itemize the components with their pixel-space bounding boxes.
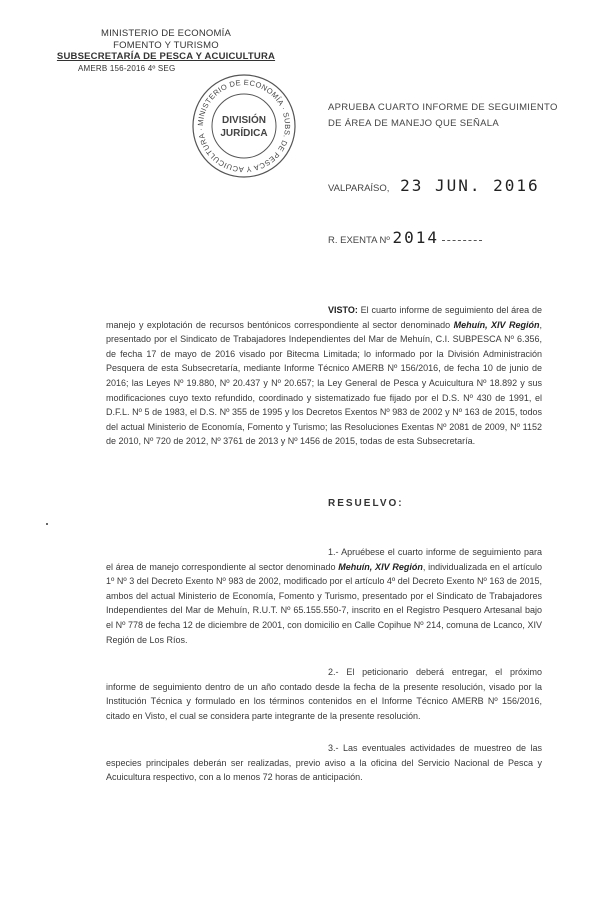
exenta-label: R. EXENTA Nº [328, 235, 390, 246]
document-title: APRUEBA CUARTO INFORME DE SEGUIMIENTO DE ÁREA DE MANEJO QUE SEÑALA [328, 102, 558, 129]
item-3-lead: 3.- Las eventuales actividades de muestreo de [328, 743, 526, 753]
number-underline [442, 240, 482, 241]
visto-text-1: El cuarto informe de seguimiento del área de manejo y explotación de recursos bentónicos correspondiente al sector denominado [106, 305, 542, 330]
letterhead [56, 28, 276, 74]
margin-mark [46, 523, 48, 525]
visto-lead: VISTO: [328, 305, 358, 315]
item-3-text: las especies principales deberán ser realizadas, previo aviso a la oficina del Servicio Nacional de Pesca y Acuicultura respectivo, con a lo menos 72 horas de anticipación. [106, 743, 542, 783]
item-1-text-2: , individualizada en el artículo 1º Nº 3 del Decreto Exento Nº 983 de 2002, modificado por el artículo 4º del Decreto Exento Nº 163 de 2015, ambos del actual Ministerio de Economía, Fomento y Turismo, presentado por el Sindicato de Trabajadores Independientes del Mar de Mehuín, R.U.T. Nº 65.155.550-7, inscrito en el Registro Pesquero Artesanal bajo el Nº 778 de fecha 12 de diciembre de 2001, con domicilio en Calle Copihue Nº 214, comuna de Lcanco, XIV Región de Los Ríos. [106, 561, 542, 645]
resolution-item-2 [106, 665, 542, 723]
item-2-lead: 2.- El peticionario deberá entregar, el próximo [328, 667, 542, 677]
visto-sector: Mehuín, XIV Región [453, 319, 540, 330]
stamp-center-line2: JURÍDICA [220, 128, 268, 139]
stamp-center-line1: DIVISIÓN [222, 115, 266, 126]
resuelvo-heading: RESUELVO: [328, 498, 404, 509]
visto-text-2: , presentado por el Sindicato de Trabajadores Independientes del Mar de Mehuín, C.I. SUBPESCA Nº 6.356, de fecha 17 de mayo de 2016 visado por Bitecma Limitada; lo informado por la División Administración Pesquera de esta Subsecretaría, mediante Informe Técnico AMERB Nº 156/2016, de fecha 10 de junio de 2016; las Leyes Nº 19.880, Nº 20.437 y Nº 20.657; la Ley General de Pesca y Acuicultura Nº 18.892 y sus modificaciones cuyo texto refundido, coordinado y sistematizado fue fijado por el D.S. Nº 430 de 1991, el D.F.L. Nº 5 de 1983, el D.S. Nº 355 de 1995 y los Decretos Exentos Nº 983 de 2002 y Nº 163 de 2015, todos del actual Ministerio de Economía, Fomento y Turismo; las Resoluciones Exentas Nº 2081 de 2009, Nº 1152 de 2010, Nº 720 de 2012, Nº 3761 de 2013 y Nº 1456 de 2015, todas de esta Subsecretaría. [106, 319, 542, 447]
resolution-number [328, 228, 482, 247]
item-2-text: informe de seguimiento dentro de un año contado desde la fecha de la presente resolución, visado por la Institución Técnica y formulado en los términos contenidos en el Informe Técnico AMERB Nº 156/2016, citado en Visto, el cual se considera parte integrante de la presente resolución. [106, 681, 542, 721]
place-label: VALPARAÍSO, [328, 183, 390, 194]
stamp-ring-text: MINISTERIO DE ECONOMÍA · SUBS. DE PESCA Y ACUICULTURA · [195, 77, 293, 175]
date-stamp: 23 JUN. 2016 [400, 176, 540, 195]
division-juridica-stamp [190, 72, 298, 180]
reference-code: AMERB 156-2016 4º SEG [78, 63, 176, 73]
visto-paragraph [106, 303, 542, 449]
stamp-seal [190, 72, 298, 180]
item-1-sector: Mehuín, XIV Región [338, 561, 423, 572]
ministry-name: MINISTERIO DE ECONOMÍA [100, 28, 232, 39]
subsecretariat-name: SUBSECRETARÍA DE PESCA Y ACUICULTURA [56, 51, 276, 62]
resolution-item-1 [106, 545, 542, 647]
ministry-name-2: FOMENTO Y TURISMO [113, 39, 219, 51]
exenta-number: 2014 [392, 228, 440, 247]
item-1-lead: 1.- Apruébese el cuarto informe de seguimiento [328, 547, 521, 557]
resolution-item-3 [106, 741, 542, 785]
place-date [328, 176, 540, 195]
item-1-text-1: para el área de manejo correspondiente al sector denominado [106, 547, 542, 572]
